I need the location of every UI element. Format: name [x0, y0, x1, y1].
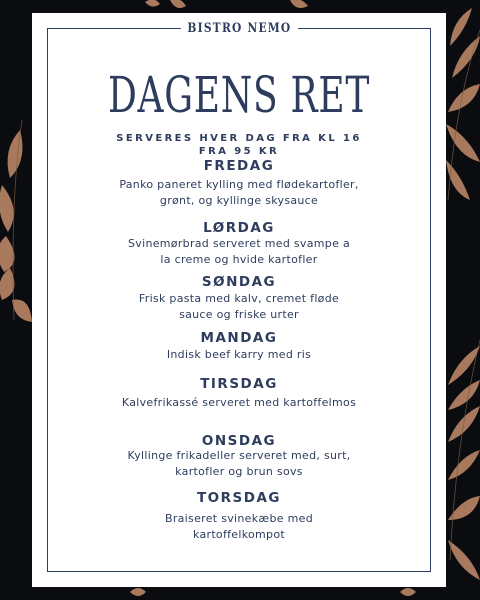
- dish-line: kartofler og brun sovs: [175, 465, 303, 478]
- dish-line: Panko paneret kylling med flødekartofler,: [119, 178, 359, 191]
- dish-sondag: [32, 291, 446, 323]
- dish-torsdag: [32, 511, 446, 543]
- day-heading-onsdag: ONSDAG: [201, 433, 277, 449]
- dish-onsdag: [32, 448, 446, 480]
- dish-line: grønt, og kyllinge skysauce: [159, 194, 319, 207]
- brand-text: BISTRO NEMO: [180, 21, 297, 36]
- dish-line: Kyllinge frikadeller serveret med, surt,: [127, 449, 351, 462]
- dish-tirsdag: [32, 395, 446, 411]
- serving-info: [32, 132, 446, 158]
- menu-card: [32, 13, 446, 587]
- dish-lordag: [32, 236, 446, 268]
- dish-mandag: [32, 347, 446, 363]
- dish-line: Svinemørbrad serveret med svampe a: [128, 237, 350, 250]
- dish-line: Kalvefrikassé serveret med kartoffelmos: [121, 396, 357, 409]
- serving-hours: SERVERES HVER DAG FRA KL 16: [116, 133, 362, 144]
- day-heading-torsdag: TORSDAG: [196, 490, 282, 506]
- serving-price: FRA 95 KR: [198, 146, 280, 157]
- day-heading-fredag: FREDAG: [203, 158, 275, 174]
- restaurant-name: [32, 17, 446, 36]
- day-heading-tirsdag: TIRSDAG: [200, 376, 278, 392]
- dish-fredag: [32, 177, 446, 209]
- dish-line: Braiseret svinekæbe med: [164, 512, 314, 525]
- page-title: DAGENS RET: [107, 66, 371, 124]
- dish-line: sauce og friske urter: [179, 308, 299, 321]
- dish-line: Frisk pasta med kalv, cremet fløde: [138, 292, 340, 305]
- day-heading-sondag: SØNDAG: [201, 274, 277, 290]
- dish-line: kartoffelkompot: [192, 528, 285, 541]
- day-heading-mandag: MANDAG: [200, 330, 278, 346]
- day-heading-lordag: LØRDAG: [203, 220, 275, 236]
- dish-line: Indisk beef karry med ris: [166, 348, 312, 361]
- dish-line: la creme og hvide kartofler: [160, 253, 318, 266]
